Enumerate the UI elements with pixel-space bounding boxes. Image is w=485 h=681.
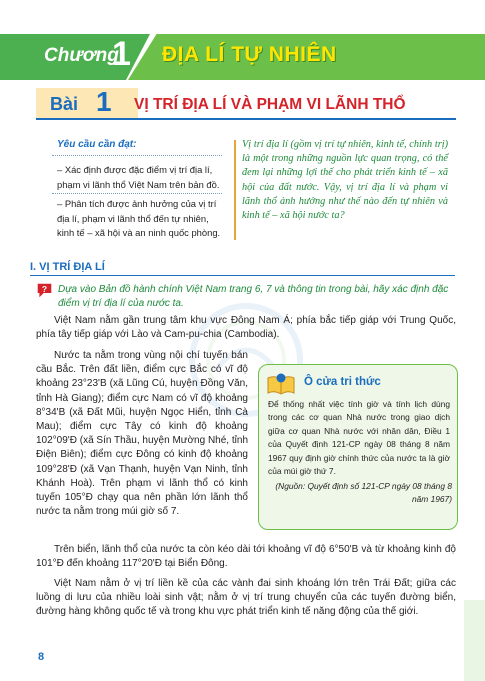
body-paragraph: Trên biển, lãnh thổ của nước ta còn kéo dài tới khoảng vĩ độ 6°50'B và từ khoảng kinh độ 101°Đ đến khoảng 117°20'Đ tại Biển Đông. bbox=[36, 544, 456, 570]
body-paragraph: Việt Nam nằm ở vị trí liền kề của các vành đai sinh khoáng lớn trên Trái Đất; giữa các luồng di lưu của nhiều loài sinh vật; nằm ở vị trí trung chuyển của các tuyến đường biển, đường hàng không quốc tế và trong khu vực phát triển kinh tế năng động của thế giới. bbox=[36, 578, 456, 618]
open-book-icon bbox=[266, 372, 296, 396]
section-divider bbox=[30, 275, 455, 276]
lesson-number: 1 bbox=[96, 86, 112, 117]
section-heading: I. VỊ TRÍ ĐỊA LÍ bbox=[30, 261, 105, 273]
chapter-title: ĐỊA LÍ TỰ NHIÊN bbox=[162, 43, 337, 66]
chapter-number: 1 bbox=[112, 35, 131, 73]
lesson-intro: Vị trí địa lí (gồm vị trí tự nhiên, kinh tế, chính trị) là một trong những nguồn lực quan trọng, có thể đem lại những lợi thế cho phát triển kinh tế – xã hội của đất nước. Vậy, vị trí địa lí và phạm vi lãnh thổ ảnh hưởng như thế nào đến tự nhiên và kinh tế – xã hội nước ta? bbox=[242, 139, 448, 222]
requirement-item: – Xác định được đặc điểm vị trí địa lí, phạm vi lãnh thổ Việt Nam trên bản đồ. bbox=[57, 164, 220, 190]
lesson-title: VỊ TRÍ ĐỊA LÍ VÀ PHẠM VI LÃNH THỔ bbox=[134, 96, 406, 113]
question-icon bbox=[36, 282, 53, 299]
requirement-item: – Phân tích được ảnh hưởng của vị trí địa lí, phạm vi lãnh thổ đến tự nhiên, kinh tế – xã hội và an ninh quốc phòng. bbox=[57, 198, 221, 238]
page-edge-decoration bbox=[464, 600, 485, 681]
knowledge-box-heading: Ô cửa tri thức bbox=[304, 376, 381, 388]
lesson-label: Bài bbox=[50, 94, 79, 114]
knowledge-box-source: (Nguồn: Quyết định số 121-CP ngày 08 tháng 8 năm 1967) bbox=[275, 481, 452, 504]
section-question: Dựa vào Bản đồ hành chính Việt Nam trang 6, 7 và thông tin trong bài, hãy xác định đặc điểm vị trí địa lí của nước ta. bbox=[58, 284, 449, 309]
requirements-separator bbox=[52, 155, 222, 156]
body-paragraph: Việt Nam nằm gần trung tâm khu vực Đông Nam Á; phía bắc tiếp giáp với Trung Quốc, phía tây tiếp giáp với Lào và Cam-pu-chia (Cambodia). bbox=[36, 315, 456, 341]
chapter-label: Chương bbox=[44, 45, 119, 66]
body-paragraph: Nước ta nằm trong vùng nội chí tuyến bán cầu Bắc. Trên đất liền, điểm cực Bắc có vĩ độ khoảng 23°23'B (xã Lũng Cú, huyện Đồng Văn, tỉnh Hà Giang); điểm cực Nam có vĩ độ khoảng 8°34'B (xã Đất Mũi, huyện Ngọc Hiển, tỉnh Cà Mau); điểm cực Tây có kinh độ khoảng 102°09'Đ (xã Sín Thầu, huyện Mường Nhé, tỉnh Điện Biên); điểm cực Đông có kinh độ khoảng 109°28'Đ (xã Vạn Thạnh, huyện Vạn Ninh, tỉnh Khánh Hoà). Trên phạm vi lãnh thổ có kinh tuyến 105°Đ chạy qua nên phần lớn lãnh thổ nước ta nằm trong múi giờ số 7. bbox=[36, 350, 248, 518]
requirements-heading: Yêu cầu cần đạt: bbox=[57, 139, 137, 150]
knowledge-box-body: Để thống nhất việc tính giờ và tính lịch dùng trong các cơ quan Nhà nước trong giao dịch giữa cơ quan Nhà nước với nhân dân, Điều 1 của Quyết định 121-CP ngày 08 tháng 8 năm 1967 quy định giờ chính thức của nước ta là giờ của múi giờ thứ 7. bbox=[268, 399, 450, 477]
requirements-separator bbox=[52, 193, 222, 194]
page-number: 8 bbox=[38, 651, 45, 663]
chapter-header bbox=[0, 34, 485, 80]
lesson-divider bbox=[36, 118, 456, 120]
svg-text:?: ? bbox=[41, 283, 48, 294]
